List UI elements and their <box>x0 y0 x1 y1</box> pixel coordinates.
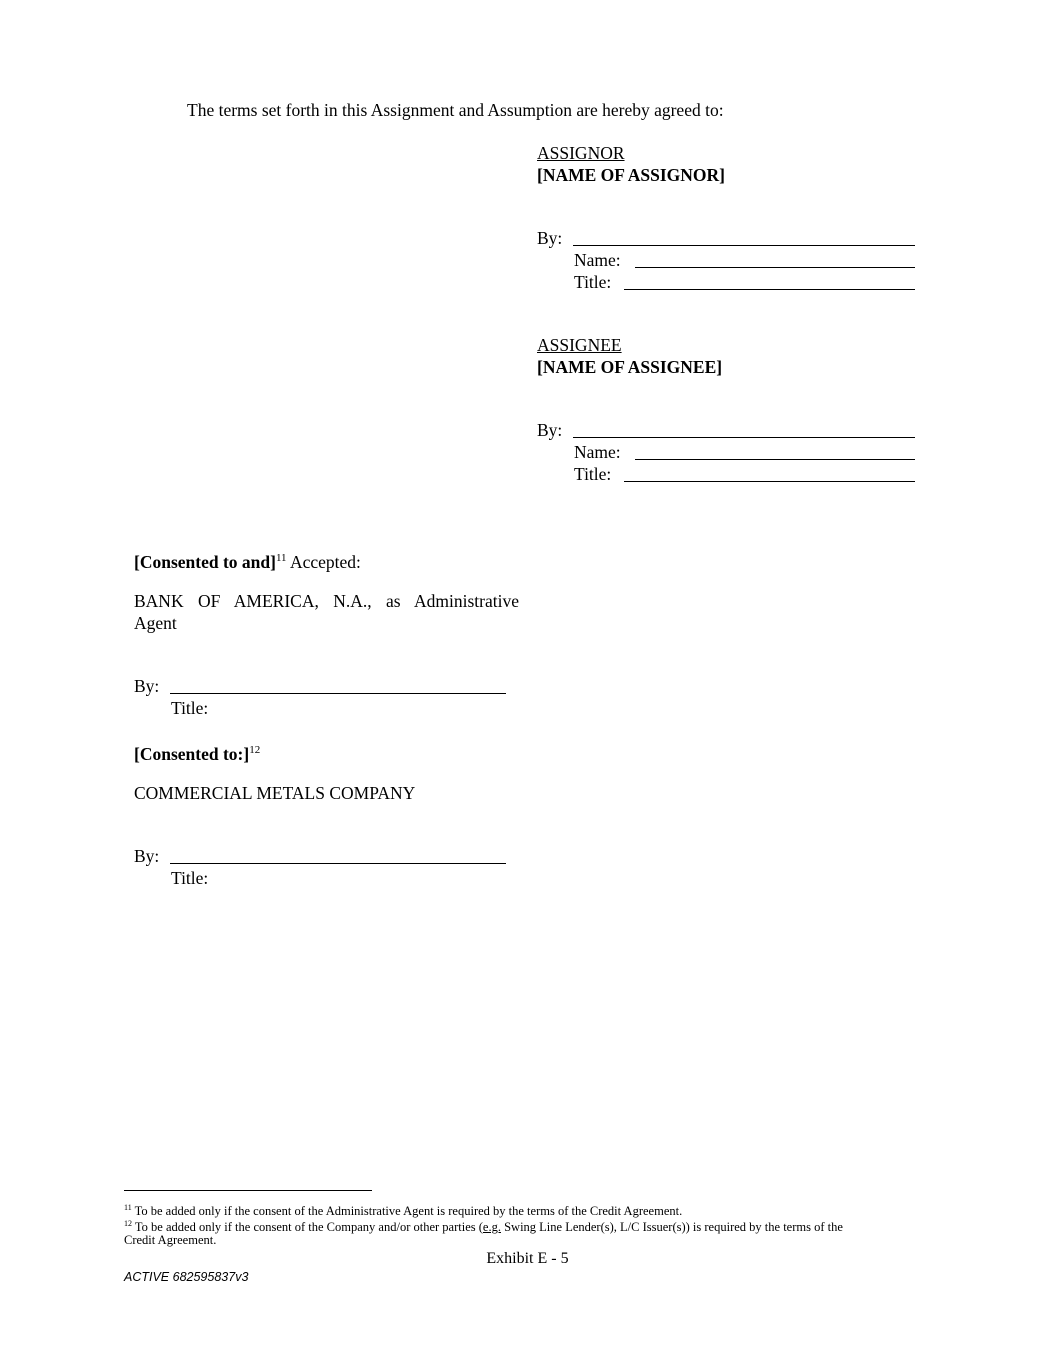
agent-by-line <box>170 693 506 694</box>
assignor-heading: ASSIGNOR <box>537 143 625 163</box>
assignee-name-label: Name: <box>574 442 621 462</box>
agent-consent-bold: [Consented to and] <box>134 552 276 572</box>
footnote-11-number: 11 <box>124 1203 132 1212</box>
agent-by-label: By: <box>134 676 160 696</box>
agent-entity-line2: Agent <box>134 613 177 633</box>
assignee-title-line <box>624 481 915 482</box>
assignee-by-label: By: <box>537 420 563 440</box>
footnote-12-eg: e.g. <box>482 1220 501 1234</box>
assignor-by-label: By: <box>537 228 563 248</box>
assignor-by-line <box>573 245 915 246</box>
assignee-name-line <box>635 459 915 460</box>
company-by-label: By: <box>134 846 160 866</box>
footnote-ref-12: 12 <box>249 744 261 756</box>
company-entity: COMMERCIAL METALS COMPANY <box>134 783 416 803</box>
agent-consent-rest: Accepted: <box>286 552 361 572</box>
assignee-title-label: Title: <box>574 464 612 484</box>
footnote-12-text-after: Swing Line Lender(s), L/C Issuer(s)) is required by the terms of the <box>500 1220 843 1234</box>
footnote-12-text-before: To be added only if the consent of the Company and/or other parties ( <box>134 1220 483 1234</box>
page-label: Exhibit E - 5 <box>486 1250 569 1267</box>
document-id: ACTIVE 682595837v3 <box>124 1270 249 1284</box>
footnote-12 <box>124 1216 843 1235</box>
agent-title-label: Title: <box>171 698 209 718</box>
assignor-title-label: Title: <box>574 272 612 292</box>
footnote-ref-11: 11 <box>275 552 287 564</box>
assignee-name: [NAME OF ASSIGNEE] <box>537 357 723 377</box>
assignor-name-label: Name: <box>574 250 621 270</box>
footnote-12-number: 12 <box>124 1219 132 1228</box>
agent-consent-line <box>134 547 361 573</box>
assignee-heading: ASSIGNEE <box>537 335 622 355</box>
footnote-12-line2: Credit Agreement. <box>124 1233 217 1247</box>
assignee-by-line <box>573 437 915 438</box>
assignor-name: [NAME OF ASSIGNOR] <box>537 165 725 185</box>
footnote-11-text: To be added only if the consent of the Administrative Agent is required by the terms of the Credit Agreement. <box>134 1204 683 1218</box>
company-consent-line <box>134 739 260 765</box>
company-consent-bold: [Consented to:] <box>134 744 250 764</box>
footnote-separator <box>124 1190 372 1191</box>
assignor-name-line <box>635 267 915 268</box>
intro-text: The terms set forth in this Assignment and Assumption are hereby agreed to: <box>187 100 724 120</box>
agent-entity-line1: BANK OF AMERICA, N.A., as Administrative <box>134 591 519 611</box>
company-by-line <box>170 863 506 864</box>
company-title-label: Title: <box>171 868 209 888</box>
assignor-title-line <box>624 289 915 290</box>
